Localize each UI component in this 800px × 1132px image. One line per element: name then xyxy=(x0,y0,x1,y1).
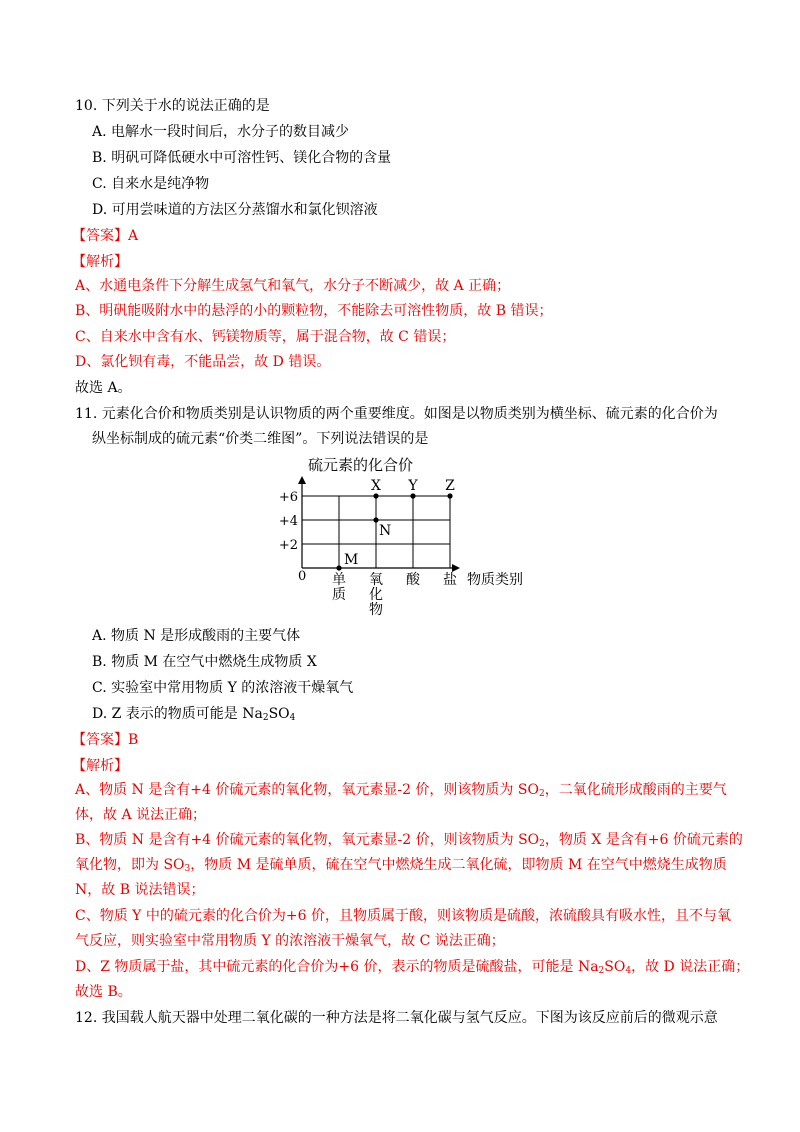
q10-answer: 【答案】A xyxy=(72,228,139,244)
x-category-label: 质 xyxy=(332,587,346,603)
q10-analysis-b: B、明矾能吸附水中的悬浮的小的颗粒物，不能除去可溶性物质，故 B 错误； xyxy=(75,303,553,319)
x-category-label: 单 xyxy=(332,572,346,588)
q10-analysis-a: A、水通电条件下分解生成氢气和氧气，水分子不断减少，故 A 正确； xyxy=(75,278,511,294)
y-axis-arrow xyxy=(298,476,306,484)
point-X xyxy=(373,493,378,498)
y-tick-label: +2 xyxy=(278,538,298,553)
point-label-Z: Z xyxy=(445,478,455,494)
q11-option-b: B. 物质 M 在空气中燃烧生成物质 X xyxy=(92,654,317,670)
q11-analysis-b-line1: B、物质 N 是含有+4 价硫元素的氧化物，氧元素显-2 价，则该物质为 $SO_2$，物质 X 是含有+6 价硫元素的 xyxy=(75,832,743,849)
q11-option-d: D. Z 表示的物质可能是 $Na_2SO_4$ xyxy=(92,706,296,723)
point-N xyxy=(373,517,378,522)
q10-option-d: D. 可用尝味道的方法区分蒸馏水和氯化钡溶液 xyxy=(92,202,378,218)
q11-analysis-b-line2: 氧化物，即为 $SO_3$，物质 M 是硫单质，硫在空气中燃烧生成二氧化硫，即物质 M 在空气中燃烧生成物质 xyxy=(75,857,727,874)
q11-answer: 【答案】B xyxy=(72,732,139,748)
q11-analysis-c-line2: 气反应，则实验室中常用物质 Y 的浓溶液干燥氧气，故 C 说法正确； xyxy=(75,933,505,949)
q10-analysis-c: C、自来水中含有水、钙镁物质等，属于混合物，故 C 错误； xyxy=(75,329,456,345)
q11-analysis-a-line1: A、物质 N 是含有+4 价硫元素的氧化物，氧元素显-2 价，则该物质为 $SO_2$，二氧化硫形成酸雨的主要气 xyxy=(75,782,727,799)
q10-option-c: C. 自来水是纯净物 xyxy=(92,176,210,192)
point-M xyxy=(336,565,341,570)
q10-analysis-d: D、氯化钡有毒，不能品尝，故 D 错误。 xyxy=(75,354,331,370)
q10-conclusion: 故选 A。 xyxy=(75,380,132,396)
q11-analysis-b-line3: N，故 B 说法错误； xyxy=(75,882,205,898)
q11-option-c: C. 实验室中常用物质 Y 的浓溶液干燥氧气 xyxy=(92,680,354,696)
q11-analysis-d: D、Z 物质属于盐，其中硫元素的化合价为+6 价，表示的物质是硫酸盐，可能是 $Na_2SO_4$，故 D 说法正确； xyxy=(75,959,750,976)
q11-conclusion: 故选 B。 xyxy=(75,984,132,1000)
x-category-label: 氧 xyxy=(369,572,383,588)
x-category-label: 化 xyxy=(369,587,383,603)
q10-option-b: B. 明矾可降低硬水中可溶性钙、镁化合物的含量 xyxy=(92,150,392,166)
chart-grid xyxy=(302,496,450,568)
point-label-N: N xyxy=(379,523,392,539)
x-category-label: 盐 xyxy=(443,572,457,588)
q12-stem: 12. 我国载人航天器中处理二氧化碳的一种方法是将二氧化碳与氢气反应。下图为该反应前后的微观示意 xyxy=(75,1010,718,1026)
q11-analysis-label: 【解析】 xyxy=(72,758,128,774)
q11-analysis-c-line1: C、物质 Y 中的硫元素的化合价为+6 价，且物质属于酸，则该物质是硫酸，浓硫酸具有吸水性，且不与氧 xyxy=(75,908,731,924)
x-axis-arrow xyxy=(452,564,460,572)
sulfur-valence-chart xyxy=(270,450,540,620)
point-label-M: M xyxy=(344,552,359,568)
point-Z xyxy=(447,493,452,498)
chart-ylabel: 硫元素的化合价 xyxy=(308,456,414,474)
q10-option-a: A. 电解水一段时间后，水分子的数目减少 xyxy=(92,124,350,140)
point-Y xyxy=(410,493,415,498)
point-label-X: X xyxy=(371,478,381,494)
q11-stem-line2: 纵坐标制成的硫元素“价类二维图”。下列说法错误的是 xyxy=(92,431,429,447)
y-tick-label: +4 xyxy=(278,514,298,529)
x-category-label: 物 xyxy=(369,602,383,618)
q10-analysis-label: 【解析】 xyxy=(72,254,128,270)
chart-xlabel: 物质类别 xyxy=(467,572,523,588)
q11-analysis-a-line2: 体，故 A 说法正确； xyxy=(75,807,207,823)
point-label-Y: Y xyxy=(408,478,418,494)
q10-stem: 10. 下列关于水的说法正确的是 xyxy=(75,98,270,114)
x-category-label: 酸 xyxy=(406,572,420,588)
q11-stem-line1: 11. 元素化合价和物质类别是认识物质的两个重要维度。如图是以物质类别为横坐标、硫元素的化合价为 xyxy=(75,406,718,422)
q11-option-a: A. 物质 N 是形成酸雨的主要气体 xyxy=(92,628,301,644)
y-tick-label: +6 xyxy=(278,490,298,505)
chart-origin-label: 0 xyxy=(298,569,307,584)
